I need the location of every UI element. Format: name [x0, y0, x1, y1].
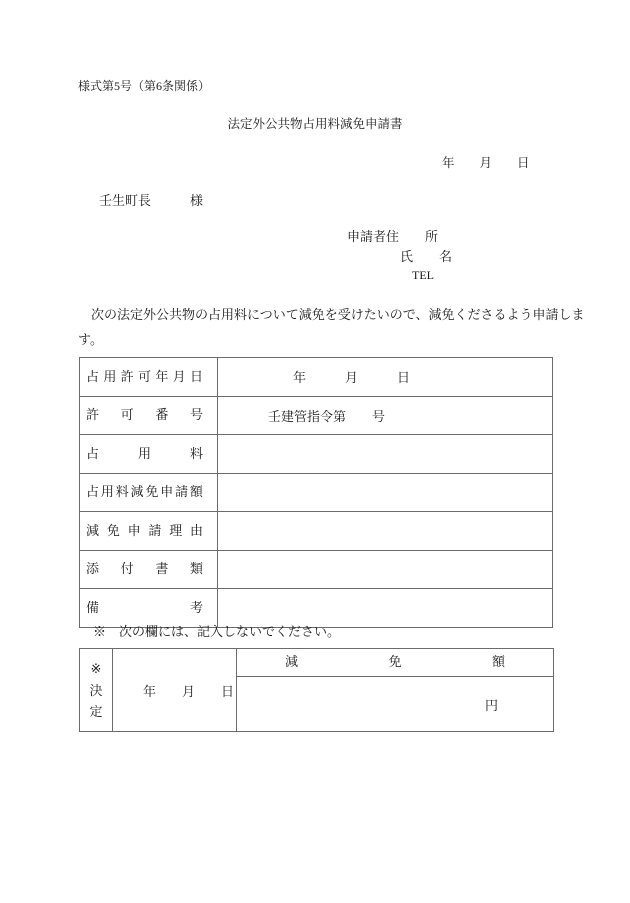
table-row-attached-documents: [80, 550, 553, 589]
decision-date-cell: 年 月 日: [113, 649, 237, 732]
body-text-line-2: す。: [78, 332, 103, 347]
table-row-exemption-amount-requested: [80, 473, 553, 512]
row-value: [218, 550, 553, 589]
row-value: [218, 435, 553, 474]
table-row-occupation-fee: [80, 435, 553, 474]
decision-char-2: 定: [89, 704, 103, 720]
addressee-line: 壬生町長 様: [99, 193, 204, 208]
row-label-cell: [80, 396, 218, 435]
table-row-remarks: [80, 589, 553, 628]
decision-side-cell: [80, 649, 113, 732]
decision-char-1: 決: [89, 682, 103, 698]
exemption-amount-header-cell: [237, 649, 554, 677]
row-value: [218, 589, 553, 628]
exemption-amount-value-cell: 円: [237, 677, 554, 732]
note-line: ※ 次の欄には、記入しないでください。: [93, 624, 341, 639]
applicant-tel-label: TEL: [412, 268, 434, 282]
form-number: 様式第5号（第6条関係）: [78, 79, 211, 93]
row-label: 許 可 番 号: [86, 407, 203, 423]
row-label-cell: [80, 473, 218, 512]
row-label-cell: [80, 589, 218, 628]
table-row-permit-number: [80, 396, 553, 435]
table-row-occupation-permit-date: [80, 358, 553, 397]
row-label: 占 用 料 減 免 申 請 額: [86, 484, 203, 500]
date-line: 年 月 日: [442, 156, 530, 170]
row-label: 減 免 申 請 理 由: [86, 522, 203, 538]
decision-marker: ※: [90, 660, 102, 676]
table-row-exemption-reason: [80, 512, 553, 551]
row-label: 添 付 書 類: [86, 561, 203, 577]
row-label-cell: [80, 358, 218, 397]
row-value: [218, 512, 553, 551]
row-label: 占 用 許 可 年 月 日: [86, 368, 203, 384]
decision-table-row-header: [80, 649, 554, 677]
applicant-address-label: 申請者住 所: [347, 229, 439, 244]
body-text-line-1: 次の法定外公共物の占用料について減免を受けたいので、減免くださるよう申請しま: [78, 307, 585, 322]
row-label: 備 考: [86, 599, 203, 615]
row-label-cell: [80, 550, 218, 589]
decision-table: [79, 648, 554, 732]
row-label-cell: [80, 512, 218, 551]
exemption-amount-header: 減 免 額: [285, 654, 505, 670]
row-value: 年 月 日: [218, 358, 553, 397]
main-table: [79, 357, 553, 628]
row-label-cell: [80, 435, 218, 474]
row-value: 壬建管指令第 号: [218, 396, 553, 435]
page-title: 法定外公共物占用料減免申請書: [227, 117, 403, 131]
row-value: [218, 473, 553, 512]
applicant-name-label: 氏 名: [400, 249, 453, 264]
row-label: 占 用 料: [86, 445, 203, 461]
